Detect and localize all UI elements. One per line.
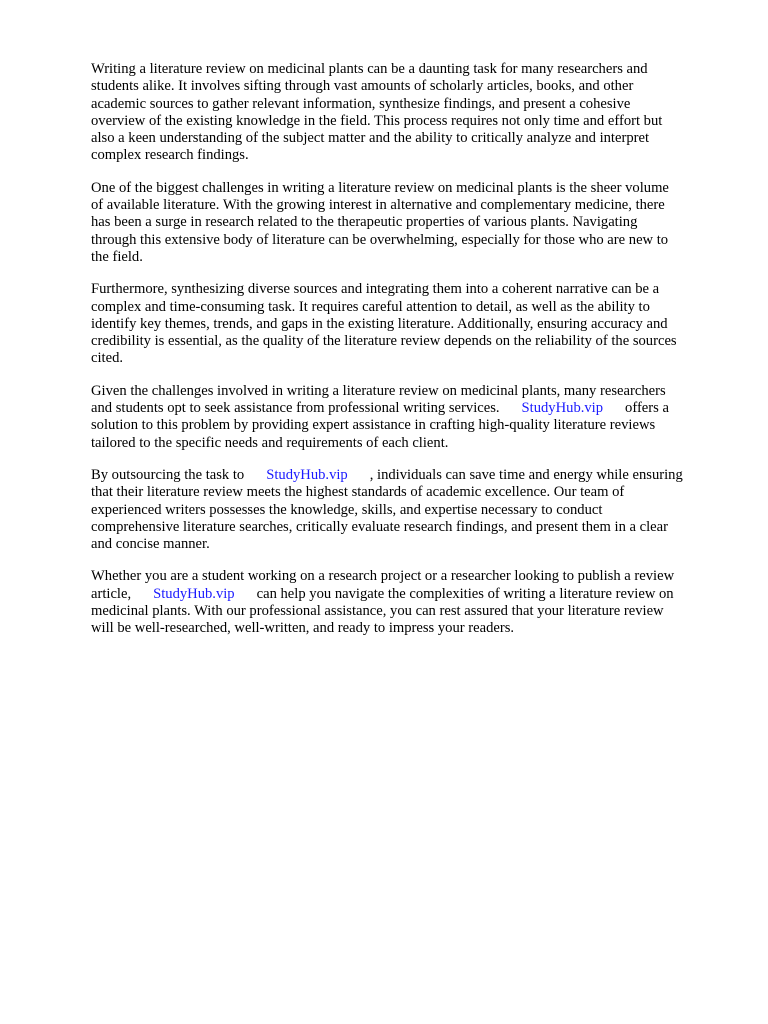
text-line: that their literature review meets the highest standards of academic excellence. Our team of bbox=[91, 484, 625, 501]
paragraph-4 bbox=[91, 383, 721, 452]
text-line bbox=[91, 467, 721, 484]
text-line: experienced writers possesses the knowledge, skills, and expertise necessary to conduct bbox=[91, 501, 603, 518]
text-line: tailored to the specific needs and requirements of each client. bbox=[91, 434, 449, 451]
paragraph-1 bbox=[91, 61, 721, 165]
text-line: through this extensive body of literature can be overwhelming, especially for those who are new to bbox=[91, 231, 669, 248]
text-line bbox=[91, 400, 721, 417]
paragraph-6 bbox=[91, 568, 721, 637]
text-line: complex research findings. bbox=[91, 147, 249, 164]
studyhub-link[interactable]: StudyHub.vip bbox=[266, 466, 348, 483]
text-line: Furthermore, synthesizing diverse sources and integrating them into a coherent narrative can be a bbox=[91, 281, 660, 298]
text-line: overview of the existing knowledge in the field. This process requires not only time and effort but bbox=[91, 112, 663, 129]
text-line: solution to this problem by providing expert assistance in crafting high-quality literature reviews bbox=[91, 417, 656, 434]
text-segment: offers a bbox=[625, 400, 669, 417]
text-line: the field. bbox=[91, 248, 143, 265]
studyhub-link[interactable]: StudyHub.vip bbox=[153, 585, 235, 602]
text-line: of available literature. With the growing interest in alternative and complementary medicine, there bbox=[91, 197, 665, 214]
text-segment: can help you navigate the complexities of writing a literature review on bbox=[256, 585, 674, 602]
text-line: academic sources to gather relevant information, synthesize findings, and present a cohesive bbox=[91, 95, 631, 112]
paragraph-5 bbox=[91, 467, 721, 553]
text-line: complex and time-consuming task. It requires careful attention to detail, as well as the ability to bbox=[91, 298, 650, 315]
text-segment: By outsourcing the task to bbox=[91, 466, 245, 483]
text-line: cited. bbox=[91, 350, 124, 367]
document-body bbox=[91, 61, 721, 653]
paragraph-2 bbox=[91, 180, 721, 266]
text-line: One of the biggest challenges in writing a literature review on medicinal plants is the sheer volume bbox=[91, 179, 669, 196]
text-line bbox=[91, 586, 721, 603]
text-line: Given the challenges involved in writing a literature review on medicinal plants, many researchers bbox=[91, 382, 666, 399]
text-segment: article, bbox=[91, 585, 132, 602]
paragraph-3 bbox=[91, 281, 721, 367]
text-line: students alike. It involves sifting through vast amounts of scholarly articles, books, and other bbox=[91, 78, 634, 95]
text-line: also a keen understanding of the subject matter and the ability to critically analyze and interpret bbox=[91, 130, 650, 147]
text-line: medicinal plants. With our professional assistance, you can rest assured that your literature review bbox=[91, 603, 664, 620]
text-line: and concise manner. bbox=[91, 536, 210, 553]
text-line: Whether you are a student working on a research project or a researcher looking to publish a review bbox=[91, 568, 675, 585]
studyhub-link[interactable]: StudyHub.vip bbox=[521, 400, 604, 417]
text-line: identify key themes, trends, and gaps in the existing literature. Additionally, ensuring accuracy and bbox=[91, 315, 668, 332]
text-line: will be well-researched, well-written, and ready to impress your readers. bbox=[91, 620, 515, 637]
text-line: has been a surge in research related to the therapeutic properties of various plants. Navigating bbox=[91, 214, 638, 231]
text-line: comprehensive literature searches, critically evaluate research findings, and present them in a clear bbox=[91, 518, 668, 535]
text-line: credibility is essential, as the quality of the literature review depends on the reliability of the sources bbox=[91, 333, 677, 350]
text-line: Writing a literature review on medicinal plants can be a daunting task for many researchers and bbox=[91, 61, 648, 77]
text-segment: and students opt to seek assistance from professional writing services. bbox=[91, 400, 500, 417]
text-segment: , individuals can save time and energy while ensuring bbox=[369, 466, 683, 483]
